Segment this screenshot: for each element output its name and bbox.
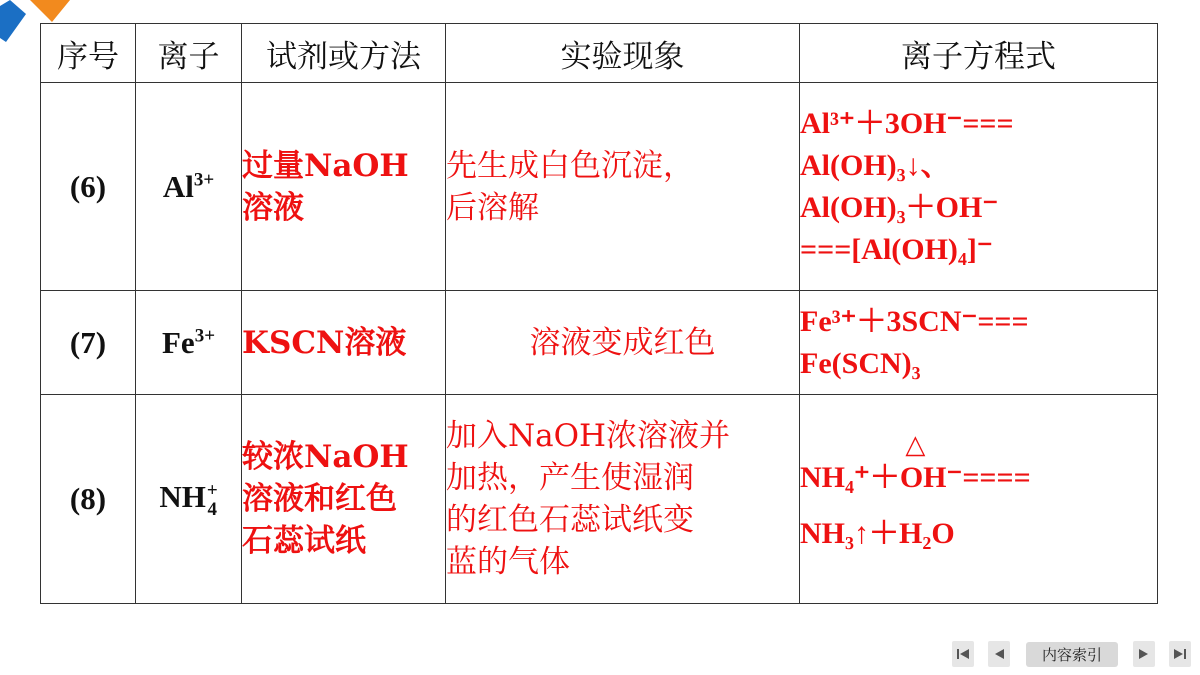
phenomenon-line: 先生成白色沉淀， xyxy=(446,147,694,184)
header-ion: 离子 xyxy=(136,24,242,83)
equation-text: NH₄⁺＋OH⁻==== xyxy=(800,461,1031,494)
header-index: 序号 xyxy=(41,24,136,83)
reagent-line: 溶液和红色 xyxy=(242,481,397,517)
last-page-icon xyxy=(1172,646,1188,662)
prev-page-button[interactable] xyxy=(988,641,1010,667)
table-row xyxy=(41,395,1158,604)
equation-cell xyxy=(800,83,1158,291)
equation-line: NH₃↑＋H₂O xyxy=(800,517,955,550)
next-page-icon xyxy=(1136,646,1152,662)
phenomenon-line: 加入NaOH浓溶液并 xyxy=(446,418,731,454)
first-page-button[interactable] xyxy=(952,641,974,667)
reagent-line: 过量NaOH xyxy=(242,147,409,184)
equation-line xyxy=(800,430,1157,499)
row-index: (7) xyxy=(41,291,136,395)
phenomenon-cell xyxy=(446,291,800,395)
row-index: (8) xyxy=(41,395,136,604)
phenomenon-cell xyxy=(446,83,800,291)
phenomenon-line: 溶液变成红色 xyxy=(529,324,716,361)
header-phenomenon: 实验现象 xyxy=(446,24,800,83)
ion-subscript: 4 xyxy=(207,498,217,520)
ion-supsub xyxy=(207,481,218,519)
prev-page-icon xyxy=(991,646,1007,662)
table-header-row xyxy=(41,24,1158,83)
ion-symbol: Al xyxy=(162,168,194,204)
phenomenon-line: 加热，产生使湿润 xyxy=(446,460,694,496)
ion-charge: + xyxy=(206,479,218,501)
content-index-button[interactable]: 内容索引 xyxy=(1026,642,1118,667)
phenomenon-line: 后溶解 xyxy=(446,189,539,226)
phenomenon-cell xyxy=(446,395,800,604)
ion-cell xyxy=(136,83,242,291)
reagent-cell xyxy=(242,83,446,291)
reagent-cell xyxy=(242,291,446,395)
ion-charge: 3+ xyxy=(193,169,215,191)
heat-triangle-icon: △ xyxy=(905,430,926,459)
header-reagent: 试剂或方法 xyxy=(242,24,446,83)
first-page-icon xyxy=(955,646,971,662)
last-page-button[interactable] xyxy=(1169,641,1191,667)
table-row xyxy=(41,83,1158,291)
equation-line: Al³⁺＋3OH⁻=== xyxy=(800,106,1014,140)
reagent-line: 石蕊试纸 xyxy=(242,523,366,559)
equation-line: Al(OH)₃＋OH⁻ xyxy=(800,190,999,224)
reagent-line: KSCN溶液 xyxy=(242,324,407,361)
phenomenon-line: 的红色石蕊试纸变 xyxy=(446,502,694,538)
row-index: (6) xyxy=(41,83,136,291)
equation-cell xyxy=(800,395,1158,604)
table-row xyxy=(41,291,1158,395)
equation-line: Al(OH)₃↓、 xyxy=(800,148,951,182)
heat-condition xyxy=(800,430,1031,499)
reagent-line: 较浓NaOH xyxy=(242,439,409,475)
header-equation: 离子方程式 xyxy=(800,24,1158,83)
ion-symbol: NH xyxy=(159,479,206,515)
next-page-button[interactable] xyxy=(1133,641,1155,667)
equation-line: Fe(SCN)₃ xyxy=(800,346,921,380)
ion-cell xyxy=(136,291,242,395)
reagent-line: 溶液 xyxy=(242,189,304,226)
equation-line: Fe³⁺＋3SCN⁻=== xyxy=(800,304,1029,338)
equation-line: ===[Al(OH)₄]⁻ xyxy=(800,232,993,266)
equation-cell xyxy=(800,291,1158,395)
reagent-cell xyxy=(242,395,446,604)
ion-symbol: Fe xyxy=(161,324,195,360)
ion-charge: 3+ xyxy=(194,325,216,347)
ion-cell xyxy=(136,395,242,604)
ion-formula xyxy=(159,479,217,519)
ion-identification-table xyxy=(40,23,1158,604)
phenomenon-line: 蓝的气体 xyxy=(446,544,570,580)
